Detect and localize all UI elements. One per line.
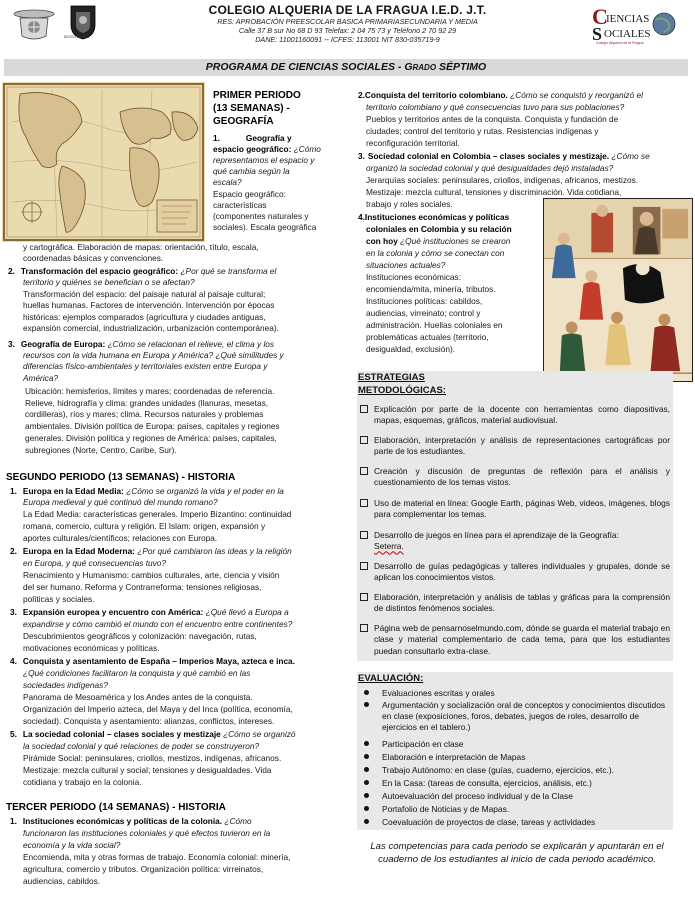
primer-item-1-title-b: espacio geográfico: xyxy=(213,144,292,154)
strategy-item-text: Página web de pensarnoselmundo.com, dónde se guarda el material trabajo en clase y material complementario de cada tema, para que los estudiantes puedan consultarlo extra-clase. xyxy=(374,623,670,656)
bullet-icon xyxy=(364,819,369,824)
strategies-heading-l2: METODOLÓGICAS: xyxy=(358,384,446,396)
segundo-item-4-d1: Panorama de Mesoamérica y los Andes antes de la conquista. xyxy=(23,692,253,702)
tercer-item-2-title-line xyxy=(358,90,643,101)
tercer-item-4-d1: Instituciones económicas: xyxy=(366,272,462,282)
segundo-item-3-title-line xyxy=(10,607,289,618)
primer-item-2-d2: huellas humanas. Factores de intervención. Intervención por épocas xyxy=(23,300,275,310)
tercer-item-3-title: Sociedad colonial en Colombia – clases sociales y mestizaje. xyxy=(367,151,610,161)
primer-item-1-q-b: representamos el espacio y xyxy=(213,155,315,165)
segundo-item-3-num: 3. xyxy=(10,607,17,617)
primer-item-2-d3: históricas: ejemplos comparados (agricultura y ciudades antiguas, xyxy=(23,312,266,322)
segundo-item-1-title: Europa en la Edad Media: xyxy=(22,486,124,496)
tercer-item-2-q-b: territorio colombiano y qué consecuencias tuvo para sus poblaciones? xyxy=(366,102,625,112)
primer-item-3-d5: generales. División política y regiones de América: países, capitales, xyxy=(25,433,277,443)
primer-item-2-d1: Transformación del espacio: del paisaje natural al paisaje cultural; xyxy=(23,289,266,299)
evaluation-item xyxy=(364,739,674,750)
school-name: COLEGIO ALQUERIA DE LA FRAGUA I.E.D. J.T. xyxy=(208,3,487,17)
segundo-item-5-q-a: ¿Cómo se organizó xyxy=(220,729,296,739)
evaluation-item-text: Coevaluación de proyectos de clase, tareas y actividades xyxy=(382,817,596,827)
evaluation-item xyxy=(364,700,674,734)
bullet-icon xyxy=(364,741,369,746)
segundo-periodo-heading: SEGUNDO PERIODO (13 SEMANAS) - HISTORIA xyxy=(6,472,236,483)
segundo-item-2-title-line xyxy=(10,546,292,557)
segundo-item-5-d2: Mestizaje: mezcla cultural y social; tensiones y desigualdades. Vida xyxy=(23,765,272,775)
primer-item-1-d1: Espacio geográfico: xyxy=(213,189,286,199)
program-grade-small: RADO xyxy=(412,63,437,72)
tercer-item-1-d3: audiencias, cabildos. xyxy=(23,876,101,886)
segundo-item-1-q-a: ¿Cómo se organizó la vida y el poder en la xyxy=(123,486,284,496)
segundo-item-5-title: La sociedad colonial – clases sociales y mestizaje xyxy=(22,729,221,739)
segundo-item-5-d1: Pirámide Social: peninsulares, criollos, mestizos, indígenas, africanos. xyxy=(23,753,282,763)
seterra-link-text: Seterra. xyxy=(374,541,404,552)
checkbox-icon xyxy=(360,405,368,413)
segundo-item-2-q-a: ¿Por qué cambiaron las ideas y la religión xyxy=(134,546,292,556)
evaluation-item xyxy=(364,804,674,815)
bullet-icon xyxy=(364,806,369,811)
segundo-item-4-q-b: sociedades indígenas? xyxy=(23,680,108,690)
primer-item-1-q-c: qué cambia según la xyxy=(213,166,290,176)
strategy-item-text: Desarrollo de guías pedagógicas y talleres individuales y grupales, donde se aplican los conocimientos vistos. xyxy=(374,561,670,583)
checkbox-icon xyxy=(360,624,368,632)
primer-item-2-d4: expansión comercial, industrialización, urbanización contemporánea). xyxy=(23,323,279,333)
evaluation-item-text: Trabajo Autónomo: en clase (guías, cuaderno, ejercicios, etc.). xyxy=(382,765,614,775)
strategy-item-text: Explicación por parte de la docente con herramientas como diapositivas, mapas, esquemas, gráficos, material audiovisual. xyxy=(374,404,670,426)
segundo-item-5-d3: cotidiana y trabajo en la colonia. xyxy=(23,777,142,787)
tercer-item-3-num: 3. xyxy=(358,151,365,161)
primer-item-3-q-b: recursos con la vida humana en Europa y América? ¿Qué similitudes y xyxy=(23,350,284,360)
segundo-item-2-d1: Renacimiento y Humanismo: cambios culturales, arte, ciencia y visión xyxy=(23,570,280,580)
strategy-item xyxy=(360,466,673,489)
bullet-icon xyxy=(364,767,369,772)
segundo-item-1-d2: romana, comercio, cultura y religión. El Islam: origen, expansión y xyxy=(23,521,266,531)
tercer-item-1-q-b: funcionaron las instituciones coloniales y qué efectos tuvieron en la xyxy=(23,828,271,838)
tercer-item-1-title-line xyxy=(10,816,252,827)
school-address: Calle 37 B sur No 68 D 93 Telefax: 2 04 75 73 y Teléfono 2 70 92 29 xyxy=(238,26,457,35)
segundo-item-1-d1: La Edad Media: características generales. Imperio Bizantino: continuidad xyxy=(23,509,292,519)
checkbox-icon xyxy=(360,562,368,570)
segundo-item-2-d2: del ser humano. Reforma y Contrarreforma: tensiones religiosas, xyxy=(23,582,262,592)
primer-item-2-q-a: ¿Por qué se transforma el xyxy=(178,266,277,276)
tercer-item-2-q-a: ¿Cómo se conquistó y reorganizó el xyxy=(507,90,643,100)
primer-item-1-num: 1. xyxy=(213,133,220,143)
tercer-item-3-q-b: organizó la sociedad colonial y qué desigualdades dejó instaladas? xyxy=(366,163,614,173)
checkbox-icon xyxy=(360,531,368,539)
segundo-item-3-d2: motivaciones económicas y políticas. xyxy=(23,643,160,653)
primer-item-3-d2: Relieve, hidrografía y clima: grandes unidades (llanuras, mesetas, xyxy=(25,398,269,408)
checkbox-icon xyxy=(360,436,368,444)
segundo-item-2-q-b: en Europa, y qué consecuencias tuvo? xyxy=(23,558,166,568)
tercer-item-4-d7: desigualdad, exclusión). xyxy=(366,344,456,354)
evaluation-item xyxy=(364,778,674,789)
tercer-item-2-num: 2. xyxy=(358,90,365,100)
school-resolution: RES: APROBACIÓN PREESCOLAR BASICA PRIMARIASECUNDARIA Y MEDIA xyxy=(217,17,478,26)
segundo-item-1-d3: aportes culturales/científicos; relaciones con Europa. xyxy=(23,533,218,543)
primer-item-3-d6: subregiones (Norte, Centro, Caribe, Sur). xyxy=(25,445,177,455)
primer-item-3-q-d: América? xyxy=(23,373,59,383)
segundo-item-3-q-a: ¿Qué llevó a Europa a xyxy=(203,607,289,617)
tercer-item-4-q-a: ¿Qué instituciones se crearon xyxy=(397,236,511,246)
school-codes: DANE: 11001160091 -- ICFES: 113001 NIT 830-035719-9 xyxy=(255,35,440,44)
segundo-item-4-d2: Organización del Imperio azteca, del Maya y del Inca (política, economía, xyxy=(23,704,293,714)
evaluation-item xyxy=(364,765,674,776)
evaluation-item-text: En la Casa: (tareas de consulta, ejercicios, análisis, etc.) xyxy=(382,778,592,788)
segundo-item-1-title-line xyxy=(10,486,284,497)
primer-item-3-q-a: ¿Cómo se relacionan el relieve, el clima y los xyxy=(105,339,275,349)
evaluation-item-text: Autoevaluación del proceso individual y de la Clase xyxy=(382,791,573,801)
primer-item-3-q-c: diferencias físico-ambientales y territoriales existen entre Europa y xyxy=(23,361,268,371)
segundo-item-2-title: Europa en la Edad Moderna: xyxy=(22,546,135,556)
strategy-item xyxy=(360,623,673,657)
strategy-item xyxy=(360,435,673,458)
primer-item-2-title: Transformación del espacio geográfico: xyxy=(20,266,179,276)
strategy-item-text-wrap xyxy=(374,530,670,553)
primer-item-2-q-b: territorio y quiénes se benefician o se afectan? xyxy=(23,277,195,287)
document-header xyxy=(0,0,695,58)
tercer-item-2-d2: ciudades; control del territorio y rutas. Resistencias indígenas y xyxy=(366,126,599,136)
tercer-item-3-d3: trabajo y roles sociales. xyxy=(366,199,453,209)
program-title-main: PROGRAMA DE CIENCIAS SOCIALES - xyxy=(205,61,405,73)
tercer-item-1-d1: Encomienda, mita y otras formas de trabajo. Economía colonial: minería, xyxy=(23,852,291,862)
segundo-item-5-num: 5. xyxy=(10,729,17,739)
segundo-item-5-q-b: la sociedad colonial y qué relaciones de poder se construyeron? xyxy=(23,741,260,751)
checkbox-icon xyxy=(360,593,368,601)
primer-periodo-heading-l2: (13 SEMANAS) - xyxy=(213,103,290,114)
tercer-item-4-q-b: en la colonia y cómo se conectan con xyxy=(366,248,505,258)
strategy-item xyxy=(360,498,673,521)
ciencias-sociales-logo xyxy=(590,2,680,46)
tercer-item-4-title-l1 xyxy=(358,212,509,223)
tercer-item-2-title: Conquista del territorio colombiano. xyxy=(364,90,508,100)
program-grade-prefix: G xyxy=(404,61,413,73)
segundo-item-4-num: 4. xyxy=(10,656,17,666)
tercer-item-4-title-l2: coloniales en Colombia y su relación xyxy=(366,224,512,234)
colonial-painting-image xyxy=(543,198,693,382)
primer-item-3-d3: cordilleras), ríos y mares; clima. Recursos naturales y problemas xyxy=(25,409,264,419)
bullet-icon xyxy=(364,690,369,695)
program-title xyxy=(4,59,688,76)
primer-item-1-q-a: ¿Cómo xyxy=(293,144,321,154)
evaluation-item-text: Argumentación y socialización oral de conceptos y conocimientos discutidos en clase (exposiciones, foros, debates, juegos de roles, desarrollo de ejercicios en el tablero.) xyxy=(382,700,666,733)
primer-item-1-d5: y cartográfica. Elaboración de mapas: orientación, título, escala, xyxy=(23,242,259,252)
primer-item-1-title-line xyxy=(213,133,292,144)
primer-item-1-line2 xyxy=(213,144,321,155)
cs-logo-word2: OCIALES xyxy=(604,28,651,40)
primer-item-3-d1: Ubicación: hemisferios, límites y mares; coordenadas de referencia. xyxy=(25,386,275,396)
svg-text:C: C xyxy=(592,4,608,29)
evaluation-heading: EVALUACIÓN: xyxy=(358,673,424,684)
antique-world-map-image xyxy=(2,82,205,242)
tercer-item-3-d2: Mestizaje: mezcla cultural, tensiones y discriminación. Vida cotidiana, xyxy=(366,187,622,197)
tercer-item-4-num: 4. xyxy=(358,212,365,222)
tercer-item-4-d6: problemáticas actuales (territorio, xyxy=(366,332,489,342)
strategy-item xyxy=(360,592,673,615)
primer-item-1-d2: características xyxy=(213,200,267,210)
strategy-item-text: Desarrollo de juegos en línea para el aprendizaje de la Geografía: xyxy=(374,530,619,540)
evaluation-item-text: Evaluaciones escritas y orales xyxy=(382,688,495,698)
tercer-item-1-num: 1. xyxy=(10,816,17,826)
checkbox-icon xyxy=(360,499,368,507)
evaluation-item-text: Participación en clase xyxy=(382,739,464,749)
strategy-item xyxy=(360,404,673,427)
bullet-icon xyxy=(364,780,369,785)
segundo-item-4-q-a: ¿Qué condiciones facilitaron la conquista y qué cambió en las xyxy=(23,668,251,678)
closing-note: Las competencias para cada periodo se explicarán y apuntarán en el cuaderno de los estudiantes al inicio de cada periodo académico. xyxy=(370,841,664,865)
tercer-item-3-d1: Jerarquías sociales: peninsulares, criollos, indígenas, africanos, mestizos. xyxy=(366,175,639,185)
primer-item-1-d4: sociales). Escala geográfica xyxy=(213,222,317,232)
primer-item-1-q-d: escala? xyxy=(213,177,242,187)
cs-logo-word1: IENCIAS xyxy=(606,13,650,25)
evaluation-item-text: Portafolio de Noticias y de Mapas. xyxy=(382,804,510,814)
primer-item-3-d4: ambientales. División política de Europa: países, capitales y regiones xyxy=(25,421,280,431)
evaluation-item xyxy=(364,817,674,828)
tercer-item-4-d4: audiencias, virreinato; control y xyxy=(366,308,481,318)
segundo-item-3-q-b: expandirse y cómo cambió el mundo con el encuentro entre continentes? xyxy=(23,619,293,629)
segundo-item-5-title-line xyxy=(10,729,296,740)
tercer-item-1-q-c: economía y la vida social? xyxy=(23,840,121,850)
primer-periodo-heading-l1: PRIMER PERIODO xyxy=(213,90,301,101)
primer-item-3-num: 3. xyxy=(8,339,15,349)
tercer-item-1-q-a: ¿Cómo xyxy=(222,816,252,826)
segundo-item-2-d3: políticas y sociales. xyxy=(23,594,95,604)
strategy-item-text: Elaboración, interpretación y análisis de representaciones cartográficas por parte de los estudiantes. xyxy=(374,435,670,457)
tercer-item-4-t3: con hoy xyxy=(366,236,398,246)
primer-item-2-title-line xyxy=(8,266,276,277)
svg-text:S: S xyxy=(592,24,603,44)
evaluation-item-text: Elaboración e interpretación de Mapas xyxy=(382,752,526,762)
tercer-item-4-d2: encomienda/mita, minería, tributos. xyxy=(366,284,496,294)
strategy-item xyxy=(360,530,673,553)
tercer-item-4-q-c: situaciones actuales? xyxy=(366,260,446,270)
primer-item-1-title-a: Geografía y xyxy=(245,133,292,143)
tercer-item-2-d3: reconfiguración territorial. xyxy=(366,138,460,148)
primer-item-3-title-line xyxy=(8,339,274,350)
tercer-item-2-d1: Pueblos y territorios antes de la conquista. Conquista y fundación de xyxy=(366,114,619,124)
primer-item-3-title: Geografía de Europa: xyxy=(20,339,106,349)
tercer-item-4-d5: administración. Huellas coloniales en xyxy=(366,320,503,330)
tercer-item-3-q-a: ¿Cómo se xyxy=(609,151,650,161)
segundo-item-2-num: 2. xyxy=(10,546,17,556)
tercer-item-4-title-l3 xyxy=(366,236,510,247)
segundo-item-1-q-b: Europa medieval y qué continuó del mundo romano? xyxy=(23,497,218,507)
evaluation-item xyxy=(364,752,674,763)
segundo-item-4-title: Conquista y asentamiento de España – Imperios Maya, azteca e inca. xyxy=(22,656,295,666)
tercer-item-1-title: Instituciones económicas y políticas de la colonia. xyxy=(22,816,223,826)
bullet-icon xyxy=(364,793,369,798)
tercer-periodo-heading: TERCER PERIODO (14 SEMANAS) - HISTORIA xyxy=(6,802,226,813)
segundo-item-3-d1: Descubrimientos geográficos y colonización: navegación, rutas, xyxy=(23,631,257,641)
primer-item-1-d3: (componentes naturales y xyxy=(213,211,309,221)
tercer-item-4-d3: Instituciones políticas: cabildos, xyxy=(366,296,483,306)
segundo-item-4-d3: sociedad). Conquista y asentamiento: alianzas, conflictos, intereses. xyxy=(23,716,275,726)
strategies-heading xyxy=(358,372,695,397)
tercer-item-3-title-line xyxy=(358,151,650,162)
evaluation-item xyxy=(364,791,674,802)
evaluation-item xyxy=(364,688,674,699)
primer-item-2-num: 2. xyxy=(8,266,15,276)
strategy-item-text: Uso de material en línea: Google Earth, páginas Web, videos, imágenes, blogs para complementar los temas. xyxy=(374,498,670,520)
strategy-item-text: Elaboración, interpretación y análisis de tablas y gráficas para la comprensión de distintos fenómenos sociales. xyxy=(374,592,670,614)
strategies-heading-l1: ESTRATEGIAS xyxy=(358,372,425,383)
tercer-item-4-t1: Instituciones económicas y políticas xyxy=(364,212,510,222)
segundo-item-3-title: Expansión europea y encuentro con América: xyxy=(22,607,204,617)
segundo-item-4-title-line xyxy=(10,656,295,667)
checkbox-icon xyxy=(360,467,368,475)
bullet-icon xyxy=(364,702,369,707)
primer-periodo-heading-l3: GEOGRAFÍA xyxy=(213,116,274,127)
bullet-icon xyxy=(364,754,369,759)
strategy-item xyxy=(360,561,673,584)
tercer-item-1-d2: agricultura, comercio y tributos. Organización política: virreinatos, xyxy=(23,864,264,874)
program-grade-rest: SÉPTIMO xyxy=(436,61,487,73)
segundo-item-1-num: 1. xyxy=(10,486,17,496)
strategy-item-text: Creación y discusión de preguntas de reflexión para el análisis y cuestionamiento de los temas vistos. xyxy=(374,466,670,488)
primer-item-1-d6: coordenadas básicas y convenciones. xyxy=(23,253,164,263)
cs-logo-caption: Colegio Alquería de la Fragua xyxy=(596,41,644,45)
bogota-caption: BOGOTÁ D.C. xyxy=(64,34,91,39)
